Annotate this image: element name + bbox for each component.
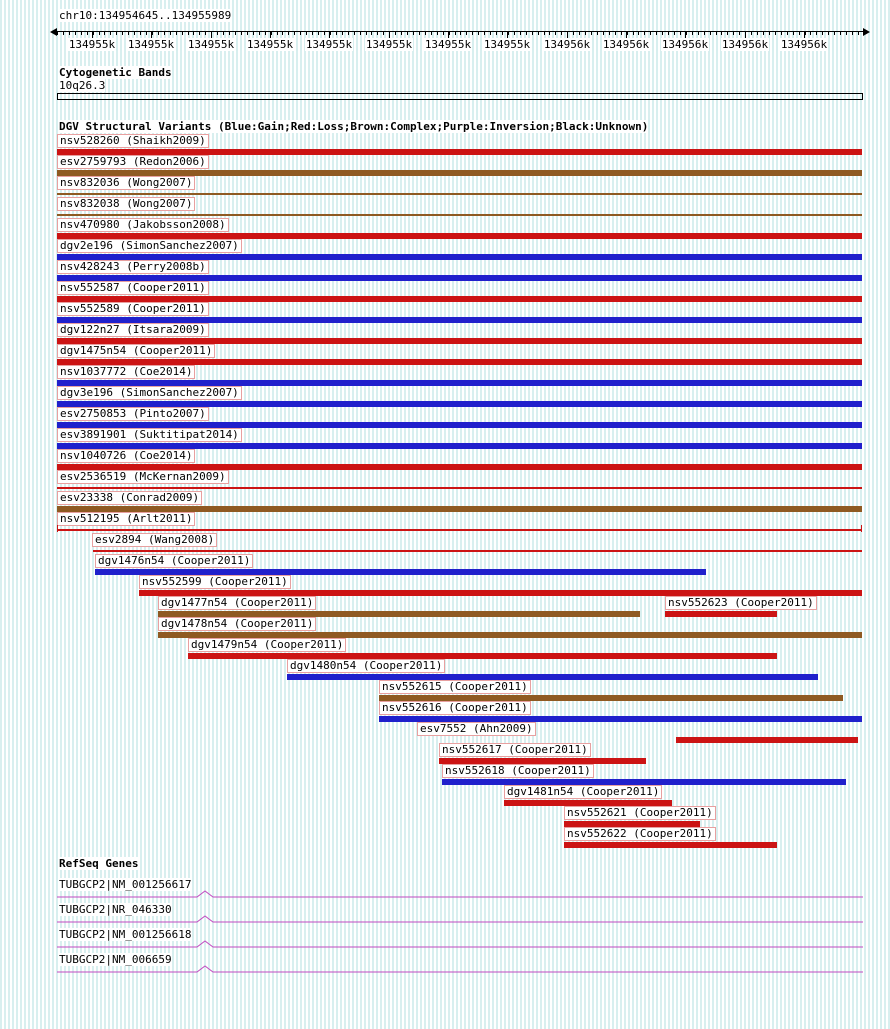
ruler-minor-tick [544,32,545,35]
ruler-minor-tick [840,32,841,35]
ruler-minor-tick [739,32,740,35]
variant-label[interactable]: nsv552617 (Cooper2011) [439,743,591,757]
ruler-minor-tick [846,32,847,35]
ruler-minor-tick [579,32,580,35]
variant-label[interactable]: esv2750853 (Pinto2007) [57,407,209,421]
ruler-minor-tick [721,32,722,35]
ruler-tick-label: 134956k [780,38,828,51]
variant-label[interactable]: dgv1476n54 (Cooper2011) [95,554,253,568]
gene-glyph[interactable] [57,914,863,924]
ruler-minor-tick [638,32,639,35]
ruler-minor-tick [603,32,604,35]
variant-label[interactable]: nsv552622 (Cooper2011) [564,827,716,841]
variant-label[interactable]: dgv2e196 (SimonSanchez2007) [57,239,242,253]
ruler-tick-label: 134955k [187,38,235,51]
ruler-right-arrow-icon [863,28,870,36]
ruler-minor-tick [223,32,224,35]
ruler-minor-tick [781,32,782,35]
ruler-minor-tick [478,32,479,35]
variant-label[interactable]: nsv552589 (Cooper2011) [57,302,209,316]
ruler-minor-tick [205,32,206,35]
variant-label[interactable]: dgv122n27 (Itsara2009) [57,323,209,337]
ruler-minor-tick [698,32,699,35]
ruler-minor-tick [591,32,592,35]
ruler-minor-tick [520,32,521,35]
ruler-tick-label: 134956k [721,38,769,51]
variant-bar[interactable] [57,487,862,489]
ruler-minor-tick [674,32,675,35]
ruler-minor-tick [514,32,515,35]
ruler-minor-tick [425,32,426,35]
ruler-minor-tick [300,32,301,35]
ruler-minor-tick [799,32,800,35]
ruler-minor-tick [662,32,663,35]
ruler-minor-tick [217,32,218,35]
ruler-minor-tick [99,32,100,35]
variant-bar[interactable] [287,674,818,680]
ruler-minor-tick [769,32,770,35]
ruler-minor-tick [443,32,444,35]
ruler-minor-tick [199,32,200,35]
ruler-minor-tick [496,32,497,35]
ruler-minor-tick [63,32,64,35]
ruler-minor-tick [692,32,693,35]
ruler-minor-tick [188,32,189,35]
ruler-minor-tick [75,32,76,35]
ruler-minor-tick [182,32,183,35]
ruler-minor-tick [318,32,319,35]
ruler-minor-tick [265,32,266,35]
variant-label[interactable]: nsv552618 (Cooper2011) [442,764,594,778]
ruler-minor-tick [294,32,295,35]
ruler-minor-tick [253,32,254,35]
ruler-minor-tick [437,32,438,35]
variant-label[interactable]: nsv552599 (Cooper2011) [139,575,291,589]
ruler-minor-tick [490,32,491,35]
ruler-minor-tick [828,32,829,35]
gene-glyph[interactable] [57,964,863,974]
ruler-minor-tick [532,32,533,35]
ruler-minor-tick [247,32,248,35]
ruler-minor-tick [128,32,129,35]
variant-bar[interactable] [57,529,862,531]
ruler-minor-tick [561,32,562,35]
ruler-minor-tick [69,32,70,35]
ruler-tick-label: 134955k [483,38,531,51]
ruler-minor-tick [259,32,260,35]
ruler-minor-tick [644,32,645,35]
ruler-minor-tick [342,32,343,35]
ruler-minor-tick [538,32,539,35]
ruler-minor-tick [81,32,82,35]
ruler-tick-label: 134955k [424,38,472,51]
ruler-minor-tick [455,32,456,35]
variant-label[interactable]: esv2759793 (Redon2006) [57,155,209,169]
ruler-minor-tick [164,32,165,35]
variant-label[interactable]: dgv1479n54 (Cooper2011) [188,638,346,652]
ruler-minor-tick [615,32,616,35]
ruler-minor-tick [288,32,289,35]
ruler-minor-tick [170,32,171,35]
ruler-minor-tick [306,32,307,35]
ruler-minor-tick [472,32,473,35]
ruler-left-arrow-icon [50,28,57,36]
variant-label[interactable]: nsv1040726 (Coe2014) [57,449,195,463]
ruler-minor-tick [668,32,669,35]
ruler-minor-tick [146,32,147,35]
ruler-minor-tick [526,32,527,35]
variant-label[interactable]: nsv552615 (Cooper2011) [379,680,531,694]
ruler-minor-tick [431,32,432,35]
ruler-tick-label: 134955k [68,38,116,51]
variant-label[interactable]: dgv1477n54 (Cooper2011) [158,596,316,610]
ruler-tick-label: 134956k [602,38,650,51]
ruler-minor-tick [787,32,788,35]
variant-label[interactable]: dgv1481n54 (Cooper2011) [504,785,662,799]
ruler-minor-tick [816,32,817,35]
variant-label[interactable]: nsv552587 (Cooper2011) [57,281,209,295]
ruler-minor-tick [810,32,811,35]
ruler-minor-tick [324,32,325,35]
variant-label[interactable]: esv3891901 (Suktitipat2014) [57,428,242,442]
ruler-minor-tick [466,32,467,35]
variant-label[interactable]: dgv1480n54 (Cooper2011) [287,659,445,673]
gene-label[interactable]: TUBGCP2|NR_046330 [59,903,172,916]
ruler-minor-tick [193,32,194,35]
ruler-tick-label: 134955k [305,38,353,51]
ruler-minor-tick [775,32,776,35]
ruler-minor-tick [383,32,384,35]
ruler-minor-tick [460,32,461,35]
ruler-minor-tick [650,32,651,35]
ruler-minor-tick [116,32,117,35]
variant-label[interactable]: nsv428243 (Perry2008b) [57,260,209,274]
ruler-minor-tick [235,32,236,35]
ruler-minor-tick [680,32,681,35]
ruler-minor-tick [354,32,355,35]
ruler-minor-tick [57,32,58,35]
ruler-minor-tick [158,32,159,35]
ruler-minor-tick [413,32,414,35]
gene-label[interactable]: TUBGCP2|NM_001256618 [59,928,192,941]
ruler-minor-tick [271,32,272,35]
variant-bar[interactable] [57,214,862,216]
ruler-tick-label: 134956k [543,38,591,51]
variant-end-tick [57,525,58,532]
ruler-minor-tick [585,32,586,35]
ruler-minor-tick [401,32,402,35]
ruler-minor-tick [312,32,313,35]
ruler-minor-tick [621,32,622,35]
ruler-minor-tick [360,32,361,35]
ruler-minor-tick [140,32,141,35]
ruler-minor-tick [733,32,734,35]
ruler-minor-tick [348,32,349,35]
ruler-minor-tick [656,32,657,35]
ruler-minor-tick [633,32,634,35]
ruler-minor-tick [152,32,153,35]
ruler-minor-tick [134,32,135,35]
variant-label[interactable]: esv23338 (Conrad2009) [57,491,202,505]
ruler-minor-tick [366,32,367,35]
ruler-minor-tick [609,32,610,35]
ruler-minor-tick [277,32,278,35]
ruler-minor-tick [549,32,550,35]
gene-label[interactable]: TUBGCP2|NM_006659 [59,953,172,966]
variant-bar[interactable] [665,611,777,617]
ruler-minor-tick [371,32,372,35]
variant-bar[interactable] [93,550,862,552]
variant-label[interactable]: nsv832038 (Wong2007) [57,197,195,211]
variant-bar[interactable] [188,653,777,659]
ruler-minor-tick [407,32,408,35]
ruler-tick-label: 134955k [246,38,294,51]
ruler-tick-label: 134955k [365,38,413,51]
ruler-minor-tick [858,32,859,35]
ruler-minor-tick [508,32,509,35]
variant-label[interactable]: nsv832036 (Wong2007) [57,176,195,190]
ruler-minor-tick [336,32,337,35]
variant-label[interactable]: nsv552616 (Cooper2011) [379,701,531,715]
ruler-minor-tick [597,32,598,35]
ruler-minor-tick [122,32,123,35]
ruler-minor-tick [805,32,806,35]
ruler-minor-tick [377,32,378,35]
ruler-minor-tick [449,32,450,35]
gene-glyph[interactable] [57,939,863,949]
ruler-minor-tick [229,32,230,35]
variant-end-tick [861,525,862,532]
ruler-minor-tick [176,32,177,35]
variant-label[interactable]: dgv1478n54 (Cooper2011) [158,617,316,631]
variant-label[interactable]: esv7552 (Ahn2009) [417,722,536,736]
variant-label[interactable]: nsv552621 (Cooper2011) [564,806,716,820]
region-coordinates: chr10:134954645..134955989 [59,9,232,22]
ruler-minor-tick [716,32,717,35]
variant-bar[interactable] [676,737,858,743]
variant-label[interactable]: nsv1037772 (Coe2014) [57,365,195,379]
ruler-minor-tick [241,32,242,35]
variant-label[interactable]: nsv470980 (Jakobsson2008) [57,218,229,232]
variant-label[interactable]: nsv528260 (Shaikh2009) [57,134,209,148]
dgv-track-title: DGV Structural Variants (Blue:Gain;Red:Loss;Brown:Complex;Purple:Inversion;Black:Unknown) [59,120,649,133]
refseq-genes-title: RefSeq Genes [59,857,139,870]
ruler-tick-label: 134955k [127,38,175,51]
variant-label[interactable]: dgv1475n54 (Cooper2011) [57,344,215,358]
ruler-minor-tick [573,32,574,35]
gene-glyph[interactable] [57,889,863,899]
ruler-minor-tick [822,32,823,35]
ruler-minor-tick [93,32,94,35]
ruler-minor-tick [87,32,88,35]
variant-label[interactable]: esv2894 (Wang2008) [92,533,217,547]
variant-label[interactable]: nsv552623 (Cooper2011) [665,596,817,610]
variant-label[interactable]: dgv3e196 (SimonSanchez2007) [57,386,242,400]
ruler-minor-tick [834,32,835,35]
ruler-minor-tick [104,32,105,35]
variant-label[interactable]: nsv512195 (Arlt2011) [57,512,195,526]
ruler-minor-tick [627,32,628,35]
variant-bar[interactable] [57,193,862,195]
cytoband-label: 10q26.3 [59,79,106,92]
ruler-minor-tick [330,32,331,35]
cytoband-glyph [57,93,863,100]
ruler-minor-tick [502,32,503,35]
ruler-minor-tick [751,32,752,35]
ruler-minor-tick [282,32,283,35]
cytogenetic-bands-title: Cytogenetic Bands [59,66,172,79]
ruler-tick-label: 134956k [661,38,709,51]
ruler-minor-tick [395,32,396,35]
ruler-minor-tick [793,32,794,35]
ruler-minor-tick [757,32,758,35]
ruler-minor-tick [110,32,111,35]
ruler-minor-tick [727,32,728,35]
ruler-minor-tick [686,32,687,35]
variant-label[interactable]: esv2536519 (McKernan2009) [57,470,229,484]
ruler-minor-tick [484,32,485,35]
variant-bar[interactable] [564,842,777,848]
ruler-minor-tick [704,32,705,35]
ruler-minor-tick [555,32,556,35]
ruler-minor-tick [852,32,853,35]
ruler-minor-tick [419,32,420,35]
ruler-minor-tick [710,32,711,35]
ruler-minor-tick [763,32,764,35]
gene-label[interactable]: TUBGCP2|NM_001256617 [59,878,192,891]
